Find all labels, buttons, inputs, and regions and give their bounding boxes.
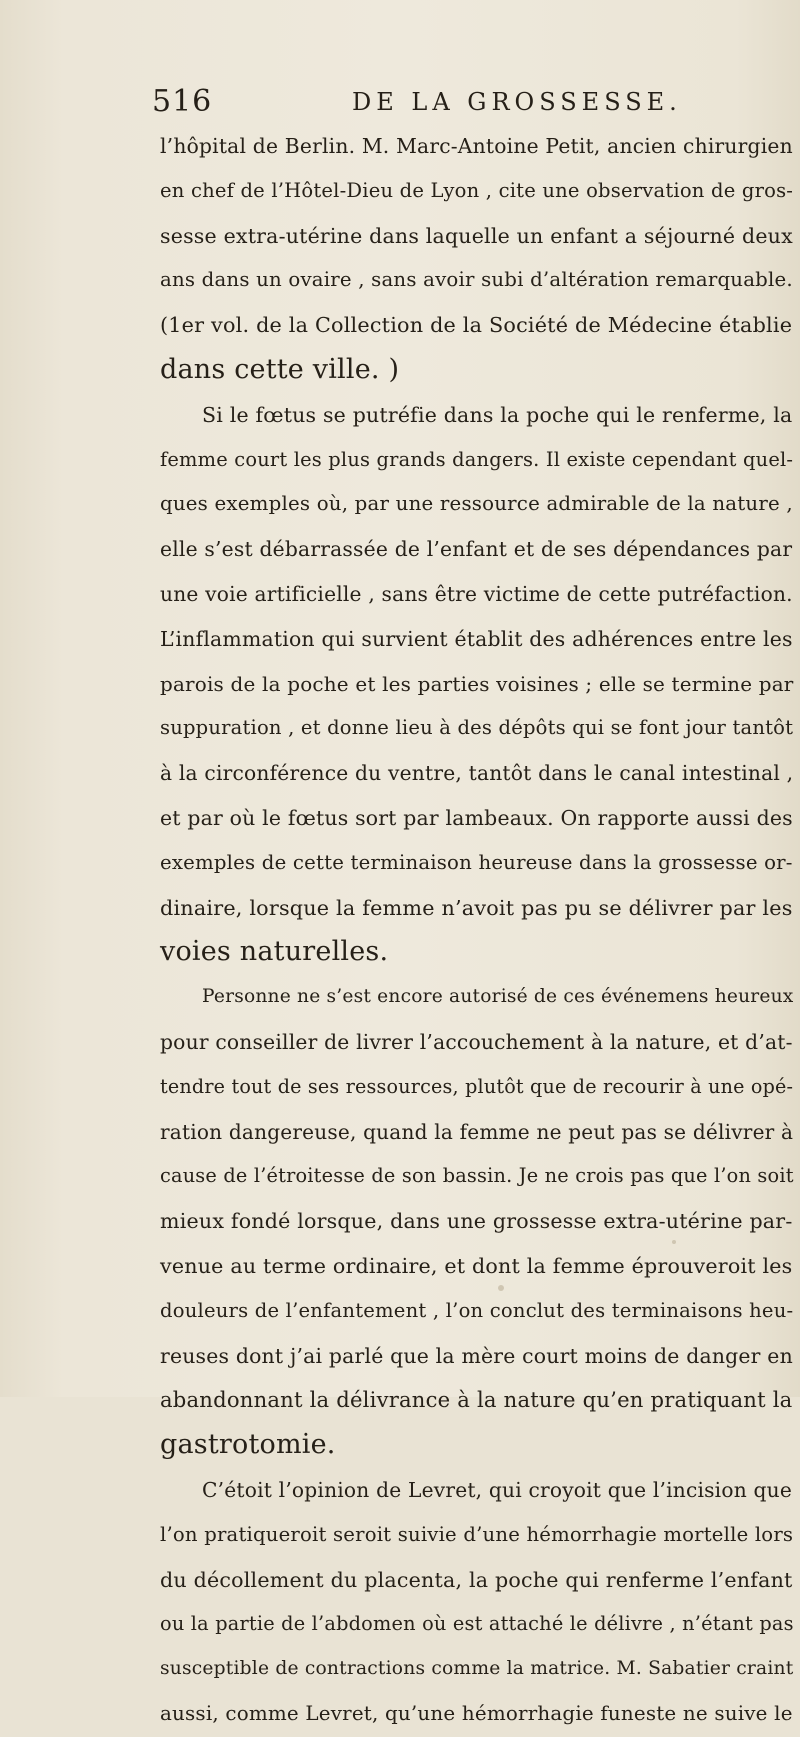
paragraph-start-line: Personne ne s’est encore autorisé de ces événemens heureux: [202, 986, 794, 1008]
text-line: venue au terme ordinaire, et dont la femme éprouveroit les: [160, 1253, 793, 1278]
text-line: susceptible de contractions comme la matrice. M. Sabatier craint: [160, 1658, 794, 1680]
text-line: cause de l’étroitesse de son bassin. Je ne crois pas que l’on soit: [160, 1164, 794, 1188]
text-line: à la circonférence du ventre, tantôt dans le canal intestinal ,: [160, 761, 794, 786]
text-line: l’on pratiqueroit seroit suivie d’une hémorrhagie mortelle lors: [160, 1522, 794, 1546]
text-line: une voie artificielle , sans être victime de cette putréfaction.: [160, 581, 793, 606]
text-line: femme court les plus grands dangers. Il existe cependant quel-: [160, 447, 794, 471]
text-line: dinaire, lorsque la femme n’avoit pas pu se délivrer par les: [160, 895, 793, 920]
text-line: exemples de cette terminaison heureuse dans la grossesse or-: [160, 850, 793, 874]
text-line: mieux fondé lorsque, dans une grossesse extra-utérine par-: [160, 1209, 793, 1234]
text-line: L’inflammation qui survient établit des adhérences entre les: [160, 626, 793, 651]
text-line: pour conseiller de livrer l’accouchement à la nature, et d’at-: [160, 1029, 793, 1054]
text-line: voies naturelles.: [160, 936, 389, 968]
running-head: [152, 84, 712, 120]
text-line: tendre tout de ses ressources, plutôt que de recourir à une opé-: [160, 1074, 794, 1098]
text-line: (1er vol. de la Collection de la Société de Médecine établie: [160, 313, 793, 338]
text-line: ration dangereuse, quand la femme ne peut pas se délivrer à: [160, 1119, 794, 1144]
text-line: du décollement du placenta, la poche qui renferme l’enfant: [160, 1567, 793, 1592]
paragraph-start-line: Si le fœtus se putréfie dans la poche qui le renferme, la: [202, 402, 793, 427]
text-line: et par où le fœtus sort par lambeaux. On rapporte aussi des: [160, 805, 793, 830]
text-line: gastrotomie.: [160, 1429, 336, 1461]
text-line: en chef de l’Hôtel-Dieu de Lyon , cite une observation de gros-: [160, 178, 794, 202]
text-line: sesse extra-utérine dans laquelle un enfant a séjourné deux: [160, 223, 793, 248]
text-line: abandonnant la délivrance à la nature qu’en pratiquant la: [160, 1387, 793, 1413]
text-line: suppuration , et donne lieu à des dépôts qui se font jour tantôt: [160, 716, 794, 740]
text-line: ou la partie de l’abdomen où est attaché le délivre , n’étant pas: [160, 1612, 794, 1636]
running-title: DE LA GROSSESSE.: [352, 88, 682, 116]
text-line: ques exemples où, par une ressource admirable de la nature ,: [160, 492, 793, 516]
paper-speck: [498, 1285, 504, 1291]
text-line: ans dans un ovaire , sans avoir subi d’altération remarquable.: [160, 268, 793, 292]
text-line: elle s’est débarrassée de l’enfant et de ses dépendances par: [160, 537, 793, 562]
text-line: douleurs de l’enfantement , l’on conclut des terminaisons heu-: [160, 1298, 794, 1322]
paper-speck: [672, 1240, 676, 1244]
text-line: parois de la poche et les parties voisines ; elle se termine par: [160, 671, 794, 696]
text-line: aussi, comme Levret, qu’une hémorrhagie funeste ne suive le: [160, 1701, 793, 1725]
text-line: reuses dont j’ai parlé que la mère court moins de danger en: [160, 1343, 793, 1368]
text-line: dans cette ville. ): [160, 353, 400, 385]
text-line: l’hôpital de Berlin. M. Marc-Antoine Petit, ancien chirurgien: [160, 134, 793, 158]
page-number: 516: [152, 84, 213, 119]
paragraph-start-line: C’étoit l’opinion de Levret, qui croyoit que l’incision que: [202, 1477, 792, 1502]
body-text: [160, 124, 800, 1737]
